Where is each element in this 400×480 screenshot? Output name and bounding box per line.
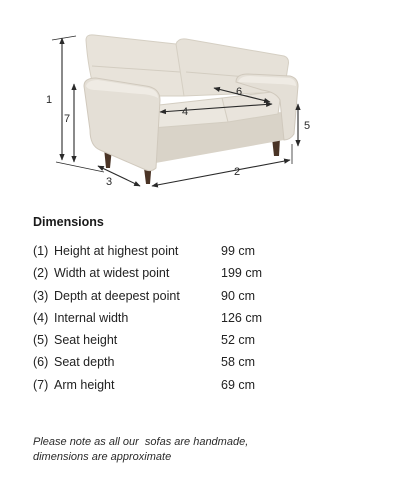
spec-value: 52 cm <box>221 333 256 348</box>
dimensions-heading: Dimensions <box>33 215 104 229</box>
spec-number: (1) <box>33 244 49 258</box>
dim-label-3: 3 <box>106 176 113 188</box>
dim-label-6: 6 <box>236 86 243 98</box>
spec-value: 126 cm <box>221 310 262 325</box>
spec-label: Depth at deepest point <box>54 288 180 303</box>
spec-label: Seat height <box>54 333 118 348</box>
spec-label: Height at highest point <box>54 244 179 258</box>
dim-label-1: 1 <box>46 94 53 106</box>
dim-line-width <box>152 160 290 186</box>
spec-number: (6) <box>33 355 49 370</box>
sofa-dimension-diagram <box>0 0 400 200</box>
spec-number: (7) <box>33 377 49 392</box>
spec-value: 58 cm <box>221 355 256 370</box>
spec-number: (5) <box>33 333 49 348</box>
spec-label: Seat depth <box>54 355 115 370</box>
dim-label-5: 5 <box>304 120 311 132</box>
sofa-diagram-svg <box>0 0 400 200</box>
handmade-note <box>33 435 353 465</box>
note-line-2: dimensions are approximate <box>33 451 172 463</box>
dim-line-depth <box>98 166 140 186</box>
dim-label-7: 7 <box>64 113 71 125</box>
spec-value: 99 cm <box>221 244 256 258</box>
note-line-1: Please note as all our sofas are handmade, <box>33 436 249 448</box>
dim-label-2: 2 <box>234 166 241 178</box>
dim-label-4: 4 <box>182 106 189 118</box>
spec-value: 199 cm <box>221 266 262 281</box>
spec-label: Width at widest point <box>54 266 170 281</box>
spec-number: (3) <box>33 288 49 303</box>
spec-value: 69 cm <box>221 377 256 392</box>
spec-label: Arm height <box>54 377 115 392</box>
spec-label: Internal width <box>54 310 129 325</box>
spec-number: (4) <box>33 310 49 325</box>
spec-value: 90 cm <box>221 288 256 303</box>
spec-number: (2) <box>33 266 49 281</box>
